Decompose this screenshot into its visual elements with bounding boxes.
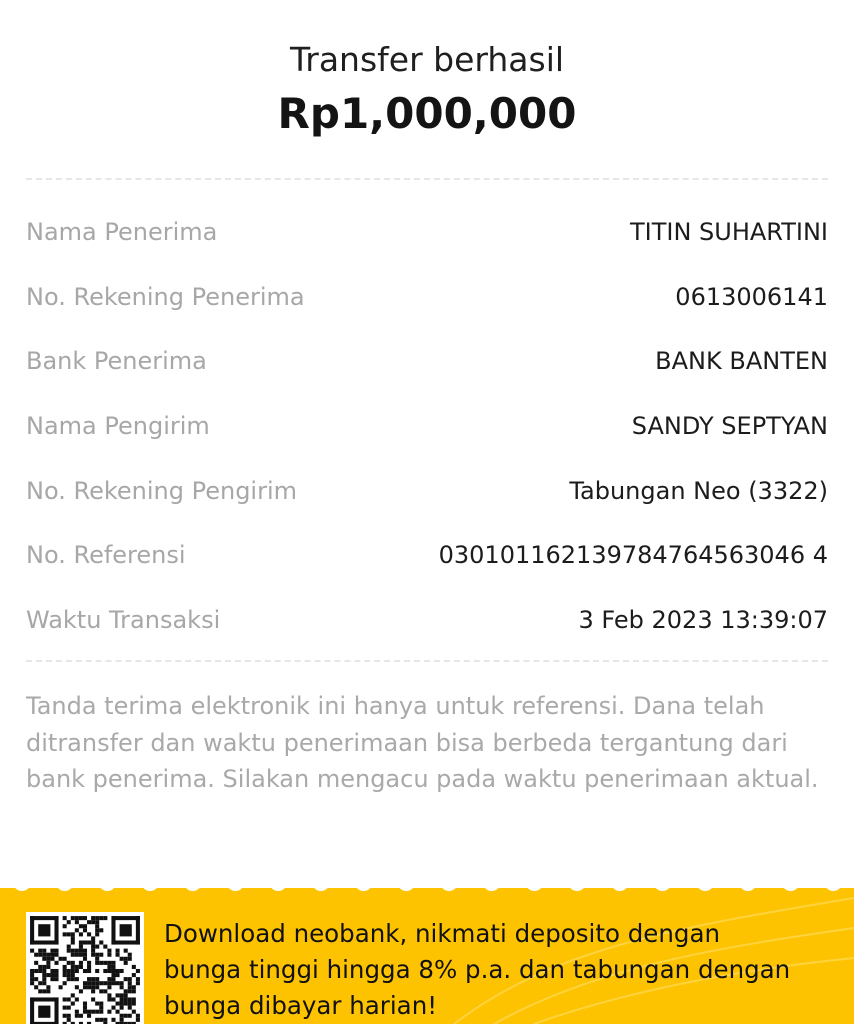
detail-label: No. Rekening Penerima	[26, 282, 305, 311]
page-title: Transfer berhasil	[289, 40, 565, 79]
detail-label: No. Rekening Pengirim	[26, 476, 298, 505]
detail-row-sender-account	[26, 458, 828, 523]
detail-value: 030101162139784764563046 4	[438, 541, 828, 570]
detail-label: No. Referensi	[26, 541, 186, 570]
divider-bottom	[26, 660, 828, 662]
receipt-header	[0, 0, 854, 142]
detail-row-recipient-bank	[26, 329, 828, 394]
detail-value: Tabungan Neo (3322)	[569, 476, 828, 505]
detail-value: SANDY SEPTYAN	[631, 412, 828, 441]
detail-value: TITIN SUHARTINI	[629, 218, 828, 247]
detail-label: Bank Penerima	[26, 347, 207, 376]
detail-label: Nama Pengirim	[26, 412, 210, 441]
detail-row-transaction-time	[26, 588, 828, 653]
detail-row-recipient-account	[26, 265, 828, 330]
detail-row-sender-name	[26, 394, 828, 459]
promo-text: Download neobank, nikmati deposito dengan bunga tinggi hingga 8% p.a. dan tabungan dengan bunga dibayar harian!	[164, 919, 791, 1020]
detail-row-reference	[26, 523, 828, 588]
detail-label: Nama Penerima	[26, 218, 218, 247]
qr-code-icon	[26, 912, 144, 1024]
promo-banner[interactable]	[0, 888, 854, 1024]
detail-value: BANK BANTEN	[655, 347, 828, 376]
detail-value: 3 Feb 2023 13:39:07	[578, 605, 828, 634]
detail-label: Waktu Transaksi	[26, 605, 221, 634]
transfer-amount: Rp1,000,000	[277, 89, 577, 138]
detail-value: 0613006141	[675, 282, 828, 311]
disclaimer-note: Tanda terima elektronik ini hanya untuk referensi. Dana telah ditransfer dan waktu penerimaan bisa berbeda tergantung dari bank penerima. Silakan mengacu pada waktu penerimaan aktual.	[26, 692, 819, 794]
detail-row-recipient-name	[26, 200, 828, 265]
transaction-details	[0, 180, 854, 652]
